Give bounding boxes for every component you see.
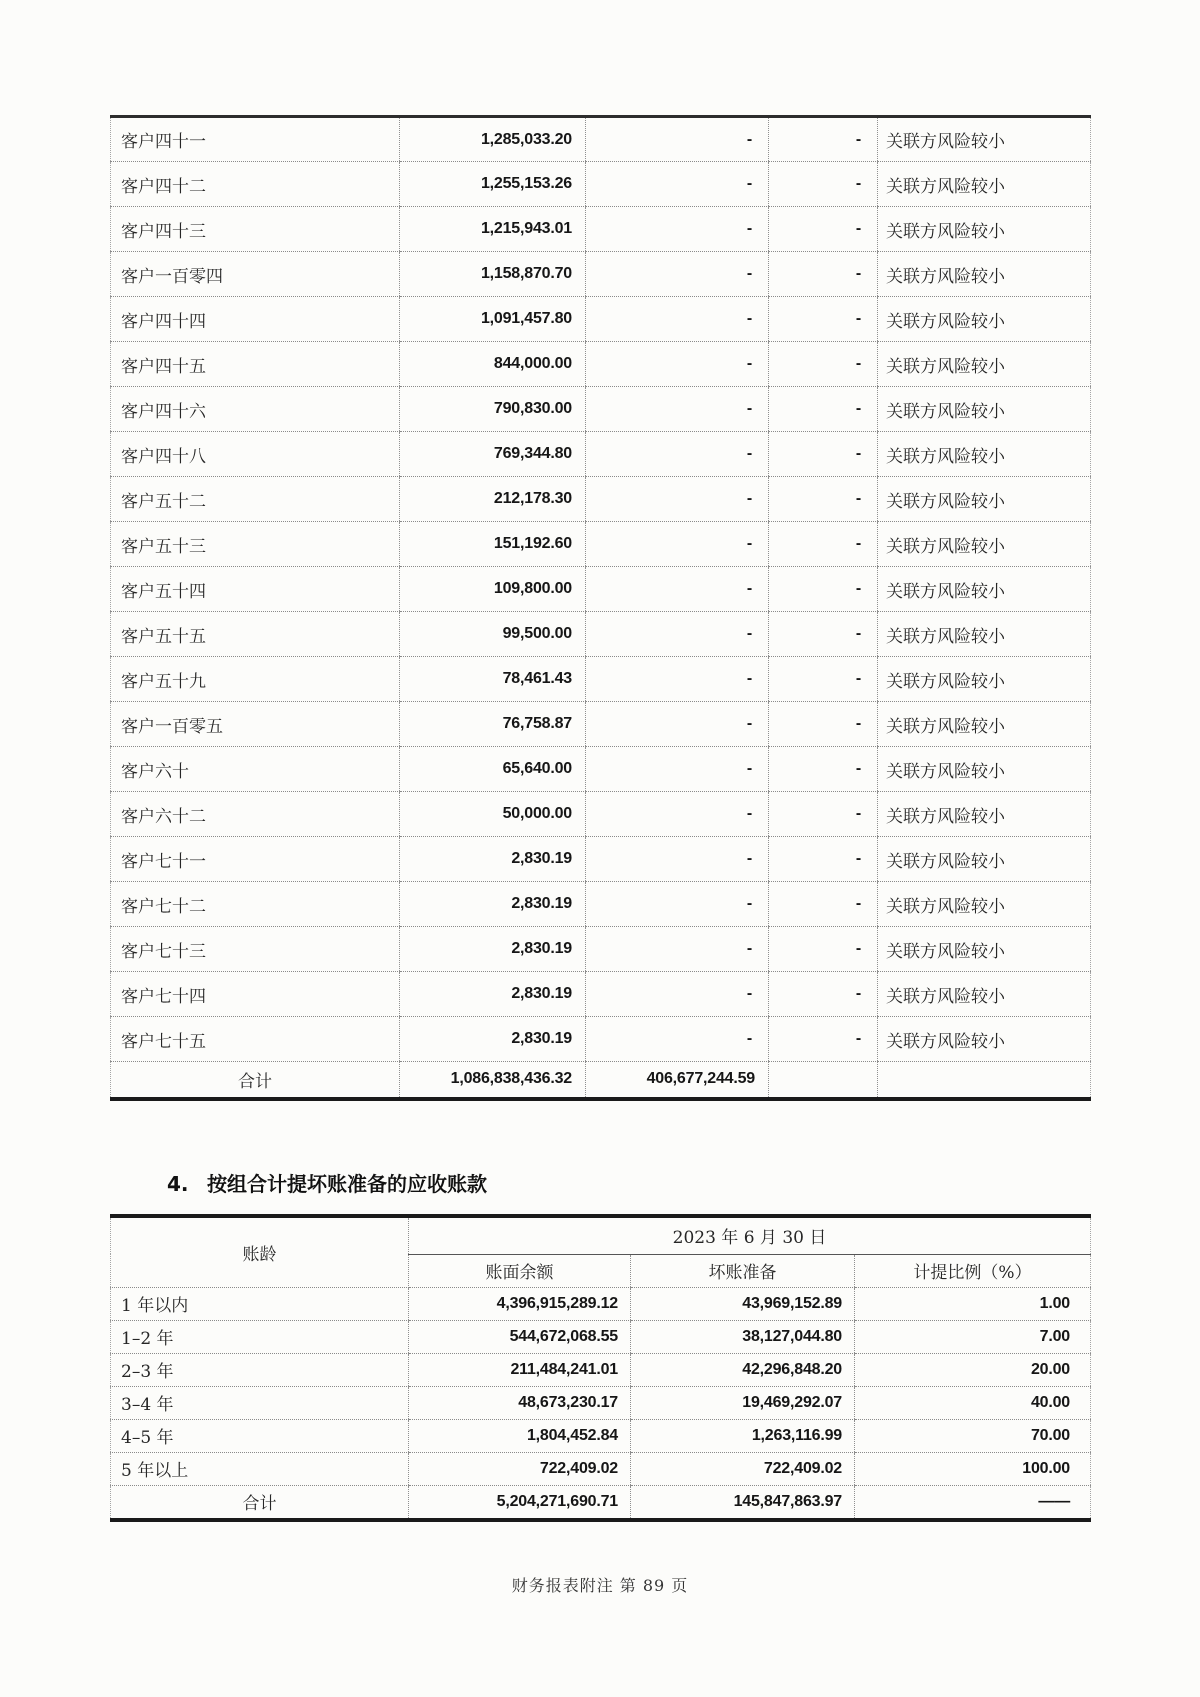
page-footer: 财务报表附注 第 89 页 xyxy=(511,1576,689,1595)
empty-cell xyxy=(769,1062,878,1099)
table-row xyxy=(111,837,1091,882)
risk-remark-cell: 关联方风险较小 xyxy=(878,522,1091,567)
table-row xyxy=(111,612,1091,657)
table-row xyxy=(111,1386,1091,1419)
provision-ratio-cell: - xyxy=(769,612,878,657)
table-row xyxy=(111,1452,1091,1485)
provision-ratio-cell: - xyxy=(769,207,878,252)
table-row xyxy=(111,927,1091,972)
total-provision-cell: 145,847,863.97 xyxy=(631,1485,855,1520)
customer-name-cell: 客户五十九 xyxy=(111,657,400,702)
book-balance-cell: 2,830.19 xyxy=(400,882,586,927)
provision-ratio-cell: - xyxy=(769,522,878,567)
table-row xyxy=(111,567,1091,612)
bad-debt-provision-cell: - xyxy=(586,972,769,1017)
risk-remark-cell: 关联方风险较小 xyxy=(878,342,1091,387)
bad-debt-provision-cell: - xyxy=(586,117,769,162)
customer-name-cell: 客户四十一 xyxy=(111,117,400,162)
risk-remark-cell: 关联方风险较小 xyxy=(878,567,1091,612)
book-balance-cell: 1,158,870.70 xyxy=(400,252,586,297)
provision-ratio-cell: - xyxy=(769,972,878,1017)
customer-name-cell: 客户一百零五 xyxy=(111,702,400,747)
book-balance-cell: 1,255,153.26 xyxy=(400,162,586,207)
book-balance-cell: 65,640.00 xyxy=(400,747,586,792)
book-balance-cell: 2,830.19 xyxy=(400,837,586,882)
table-row xyxy=(111,792,1091,837)
provision-ratio-cell: - xyxy=(769,567,878,612)
bad-debt-provision-cell: - xyxy=(586,387,769,432)
customer-name-cell: 客户五十五 xyxy=(111,612,400,657)
bad-debt-provision-cell: - xyxy=(586,1017,769,1062)
total-provision-cell: 406,677,244.59 xyxy=(586,1062,769,1099)
provision-ratio-cell: - xyxy=(769,702,878,747)
aging-bucket-cell: 2–3 年 xyxy=(111,1353,409,1386)
bad-debt-provision-cell: 1,263,116.99 xyxy=(631,1419,855,1452)
book-balance-cell: 769,344.80 xyxy=(400,432,586,477)
provision-ratio-cell: 1.00 xyxy=(855,1287,1091,1320)
provision-column-header: 坏账准备 xyxy=(631,1254,855,1287)
bad-debt-provision-cell: - xyxy=(586,792,769,837)
aging-bucket-cell: 1 年以内 xyxy=(111,1287,409,1320)
book-balance-cell: 76,758.87 xyxy=(400,702,586,747)
risk-remark-cell: 关联方风险较小 xyxy=(878,432,1091,477)
risk-remark-cell: 关联方风险较小 xyxy=(878,612,1091,657)
book-balance-cell: 50,000.00 xyxy=(400,792,586,837)
risk-remark-cell: 关联方风险较小 xyxy=(878,1017,1091,1062)
customer-name-cell: 客户五十三 xyxy=(111,522,400,567)
risk-remark-cell: 关联方风险较小 xyxy=(878,927,1091,972)
book-balance-cell: 99,500.00 xyxy=(400,612,586,657)
table-row xyxy=(111,117,1091,162)
provision-ratio-cell: - xyxy=(769,927,878,972)
customer-name-cell: 客户四十四 xyxy=(111,297,400,342)
book-balance-cell: 48,673,230.17 xyxy=(409,1386,631,1419)
provision-ratio-cell: - xyxy=(769,252,878,297)
table-row xyxy=(111,972,1091,1017)
customer-name-cell: 客户五十二 xyxy=(111,477,400,522)
bad-debt-provision-cell: - xyxy=(586,252,769,297)
bad-debt-provision-cell: 38,127,044.80 xyxy=(631,1320,855,1353)
bad-debt-provision-cell: - xyxy=(586,927,769,972)
aging-analysis-table xyxy=(110,1214,1091,1522)
customer-name-cell: 客户七十一 xyxy=(111,837,400,882)
risk-remark-cell: 关联方风险较小 xyxy=(878,252,1091,297)
table-row xyxy=(111,207,1091,252)
bad-debt-provision-cell: - xyxy=(586,657,769,702)
aging-bucket-cell: 4–5 年 xyxy=(111,1419,409,1452)
bad-debt-provision-cell: - xyxy=(586,162,769,207)
total-label-cell: 合计 xyxy=(238,1071,272,1092)
provision-ratio-cell: - xyxy=(769,387,878,432)
aging-bucket-cell: 5 年以上 xyxy=(111,1452,409,1485)
customer-name-cell: 客户四十三 xyxy=(111,207,400,252)
provision-ratio-cell: - xyxy=(769,882,878,927)
aging-bucket-cell: 3–4 年 xyxy=(111,1386,409,1419)
risk-remark-cell: 关联方风险较小 xyxy=(878,162,1091,207)
provision-ratio-cell: - xyxy=(769,657,878,702)
risk-remark-cell: 关联方风险较小 xyxy=(878,477,1091,522)
customer-name-cell: 客户七十五 xyxy=(111,1017,400,1062)
table-row xyxy=(111,747,1091,792)
total-balance-cell: 1,086,838,436.32 xyxy=(400,1062,586,1099)
receivables-total-row xyxy=(111,1062,1091,1099)
bad-debt-provision-cell: - xyxy=(586,297,769,342)
total-balance-cell: 5,204,271,690.71 xyxy=(409,1485,631,1520)
book-balance-cell: 2,830.19 xyxy=(400,927,586,972)
table-row xyxy=(111,342,1091,387)
date-column-header: 2023 年 6 月 30 日 xyxy=(409,1216,1091,1254)
total-ratio-cell: —— xyxy=(855,1485,1091,1520)
book-balance-cell: 4,396,915,289.12 xyxy=(409,1287,631,1320)
risk-remark-cell: 关联方风险较小 xyxy=(878,972,1091,1017)
bad-debt-provision-cell: - xyxy=(586,522,769,567)
section-heading xyxy=(167,1168,487,1197)
table-row xyxy=(111,1353,1091,1386)
customer-name-cell: 客户四十五 xyxy=(111,342,400,387)
ratio-column-header: 计提比例（%） xyxy=(855,1254,1091,1287)
book-balance-cell: 722,409.02 xyxy=(409,1452,631,1485)
book-balance-cell: 1,215,943.01 xyxy=(400,207,586,252)
balance-column-header: 账面余额 xyxy=(409,1254,631,1287)
book-balance-cell: 109,800.00 xyxy=(400,567,586,612)
table-row xyxy=(111,387,1091,432)
provision-ratio-cell: - xyxy=(769,792,878,837)
provision-ratio-cell: 70.00 xyxy=(855,1419,1091,1452)
provision-ratio-cell: - xyxy=(769,432,878,477)
bad-debt-provision-cell: - xyxy=(586,432,769,477)
book-balance-cell: 844,000.00 xyxy=(400,342,586,387)
customer-name-cell: 客户四十六 xyxy=(111,387,400,432)
bad-debt-provision-cell: - xyxy=(586,477,769,522)
bad-debt-provision-cell: - xyxy=(586,612,769,657)
book-balance-cell: 151,192.60 xyxy=(400,522,586,567)
bad-debt-provision-cell: - xyxy=(586,882,769,927)
table-row xyxy=(111,702,1091,747)
bad-debt-provision-cell: - xyxy=(586,837,769,882)
customer-name-cell: 客户四十二 xyxy=(111,162,400,207)
aging-header xyxy=(111,1216,1091,1287)
receivables-rows xyxy=(111,117,1091,1062)
book-balance-cell: 1,091,457.80 xyxy=(400,297,586,342)
bad-debt-provision-cell: - xyxy=(586,702,769,747)
table-row xyxy=(111,522,1091,567)
header-row-date xyxy=(111,1216,1091,1254)
aging-total-row xyxy=(111,1485,1091,1520)
aging-rows xyxy=(111,1287,1091,1485)
provision-ratio-cell: - xyxy=(769,117,878,162)
table-row xyxy=(111,1287,1091,1320)
table-row xyxy=(111,1017,1091,1062)
table-row xyxy=(111,657,1091,702)
table-row xyxy=(111,1320,1091,1353)
book-balance-cell: 2,830.19 xyxy=(400,1017,586,1062)
book-balance-cell: 211,484,241.01 xyxy=(409,1353,631,1386)
risk-remark-cell: 关联方风险较小 xyxy=(878,747,1091,792)
customer-name-cell: 客户一百零四 xyxy=(111,252,400,297)
table-row xyxy=(111,252,1091,297)
table-row xyxy=(111,477,1091,522)
risk-remark-cell: 关联方风险较小 xyxy=(878,702,1091,747)
risk-remark-cell: 关联方风险较小 xyxy=(878,792,1091,837)
customer-name-cell: 客户七十四 xyxy=(111,972,400,1017)
bad-debt-provision-cell: - xyxy=(586,567,769,612)
risk-remark-cell: 关联方风险较小 xyxy=(878,297,1091,342)
table-row xyxy=(111,1419,1091,1452)
bad-debt-provision-cell: 42,296,848.20 xyxy=(631,1353,855,1386)
book-balance-cell: 1,804,452.84 xyxy=(409,1419,631,1452)
bad-debt-provision-cell: - xyxy=(586,207,769,252)
table-row xyxy=(111,432,1091,477)
related-party-receivables-table xyxy=(110,115,1091,1101)
aging-bucket-cell: 1–2 年 xyxy=(111,1320,409,1353)
book-balance-cell: 790,830.00 xyxy=(400,387,586,432)
provision-ratio-cell: - xyxy=(769,477,878,522)
risk-remark-cell: 关联方风险较小 xyxy=(878,837,1091,882)
provision-ratio-cell: - xyxy=(769,1017,878,1062)
total-label-cell: 合计 xyxy=(242,1494,277,1515)
empty-cell xyxy=(878,1062,1091,1099)
customer-name-cell: 客户七十三 xyxy=(111,927,400,972)
table-row xyxy=(111,882,1091,927)
table-row xyxy=(111,297,1091,342)
risk-remark-cell: 关联方风险较小 xyxy=(878,657,1091,702)
customer-name-cell: 客户七十二 xyxy=(111,882,400,927)
section-title: 按组合计提坏账准备的应收账款 xyxy=(207,1172,487,1196)
book-balance-cell: 212,178.30 xyxy=(400,477,586,522)
provision-ratio-cell: - xyxy=(769,162,878,207)
provision-ratio-cell: - xyxy=(769,342,878,387)
provision-ratio-cell: - xyxy=(769,297,878,342)
table-total-row xyxy=(111,1062,1091,1099)
risk-remark-cell: 关联方风险较小 xyxy=(878,882,1091,927)
risk-remark-cell: 关联方风险较小 xyxy=(878,117,1091,162)
aging-column-header: 账龄 xyxy=(111,1216,409,1287)
customer-name-cell: 客户六十 xyxy=(111,747,400,792)
book-balance-cell: 544,672,068.55 xyxy=(409,1320,631,1353)
section-number: 4. xyxy=(167,1172,189,1196)
book-balance-cell: 78,461.43 xyxy=(400,657,586,702)
provision-ratio-cell: 7.00 xyxy=(855,1320,1091,1353)
provision-ratio-cell: - xyxy=(769,747,878,792)
provision-ratio-cell: 40.00 xyxy=(855,1386,1091,1419)
bad-debt-provision-cell: - xyxy=(586,342,769,387)
risk-remark-cell: 关联方风险较小 xyxy=(878,387,1091,432)
provision-ratio-cell: 20.00 xyxy=(855,1353,1091,1386)
customer-name-cell: 客户五十四 xyxy=(111,567,400,612)
provision-ratio-cell: 100.00 xyxy=(855,1452,1091,1485)
bad-debt-provision-cell: 43,969,152.89 xyxy=(631,1287,855,1320)
risk-remark-cell: 关联方风险较小 xyxy=(878,207,1091,252)
customer-name-cell: 客户六十二 xyxy=(111,792,400,837)
bad-debt-provision-cell: - xyxy=(586,747,769,792)
provision-ratio-cell: - xyxy=(769,837,878,882)
bad-debt-provision-cell: 19,469,292.07 xyxy=(631,1386,855,1419)
table-total-row xyxy=(111,1485,1091,1520)
customer-name-cell: 客户四十八 xyxy=(111,432,400,477)
table-row xyxy=(111,162,1091,207)
book-balance-cell: 1,285,033.20 xyxy=(400,117,586,162)
book-balance-cell: 2,830.19 xyxy=(400,972,586,1017)
bad-debt-provision-cell: 722,409.02 xyxy=(631,1452,855,1485)
